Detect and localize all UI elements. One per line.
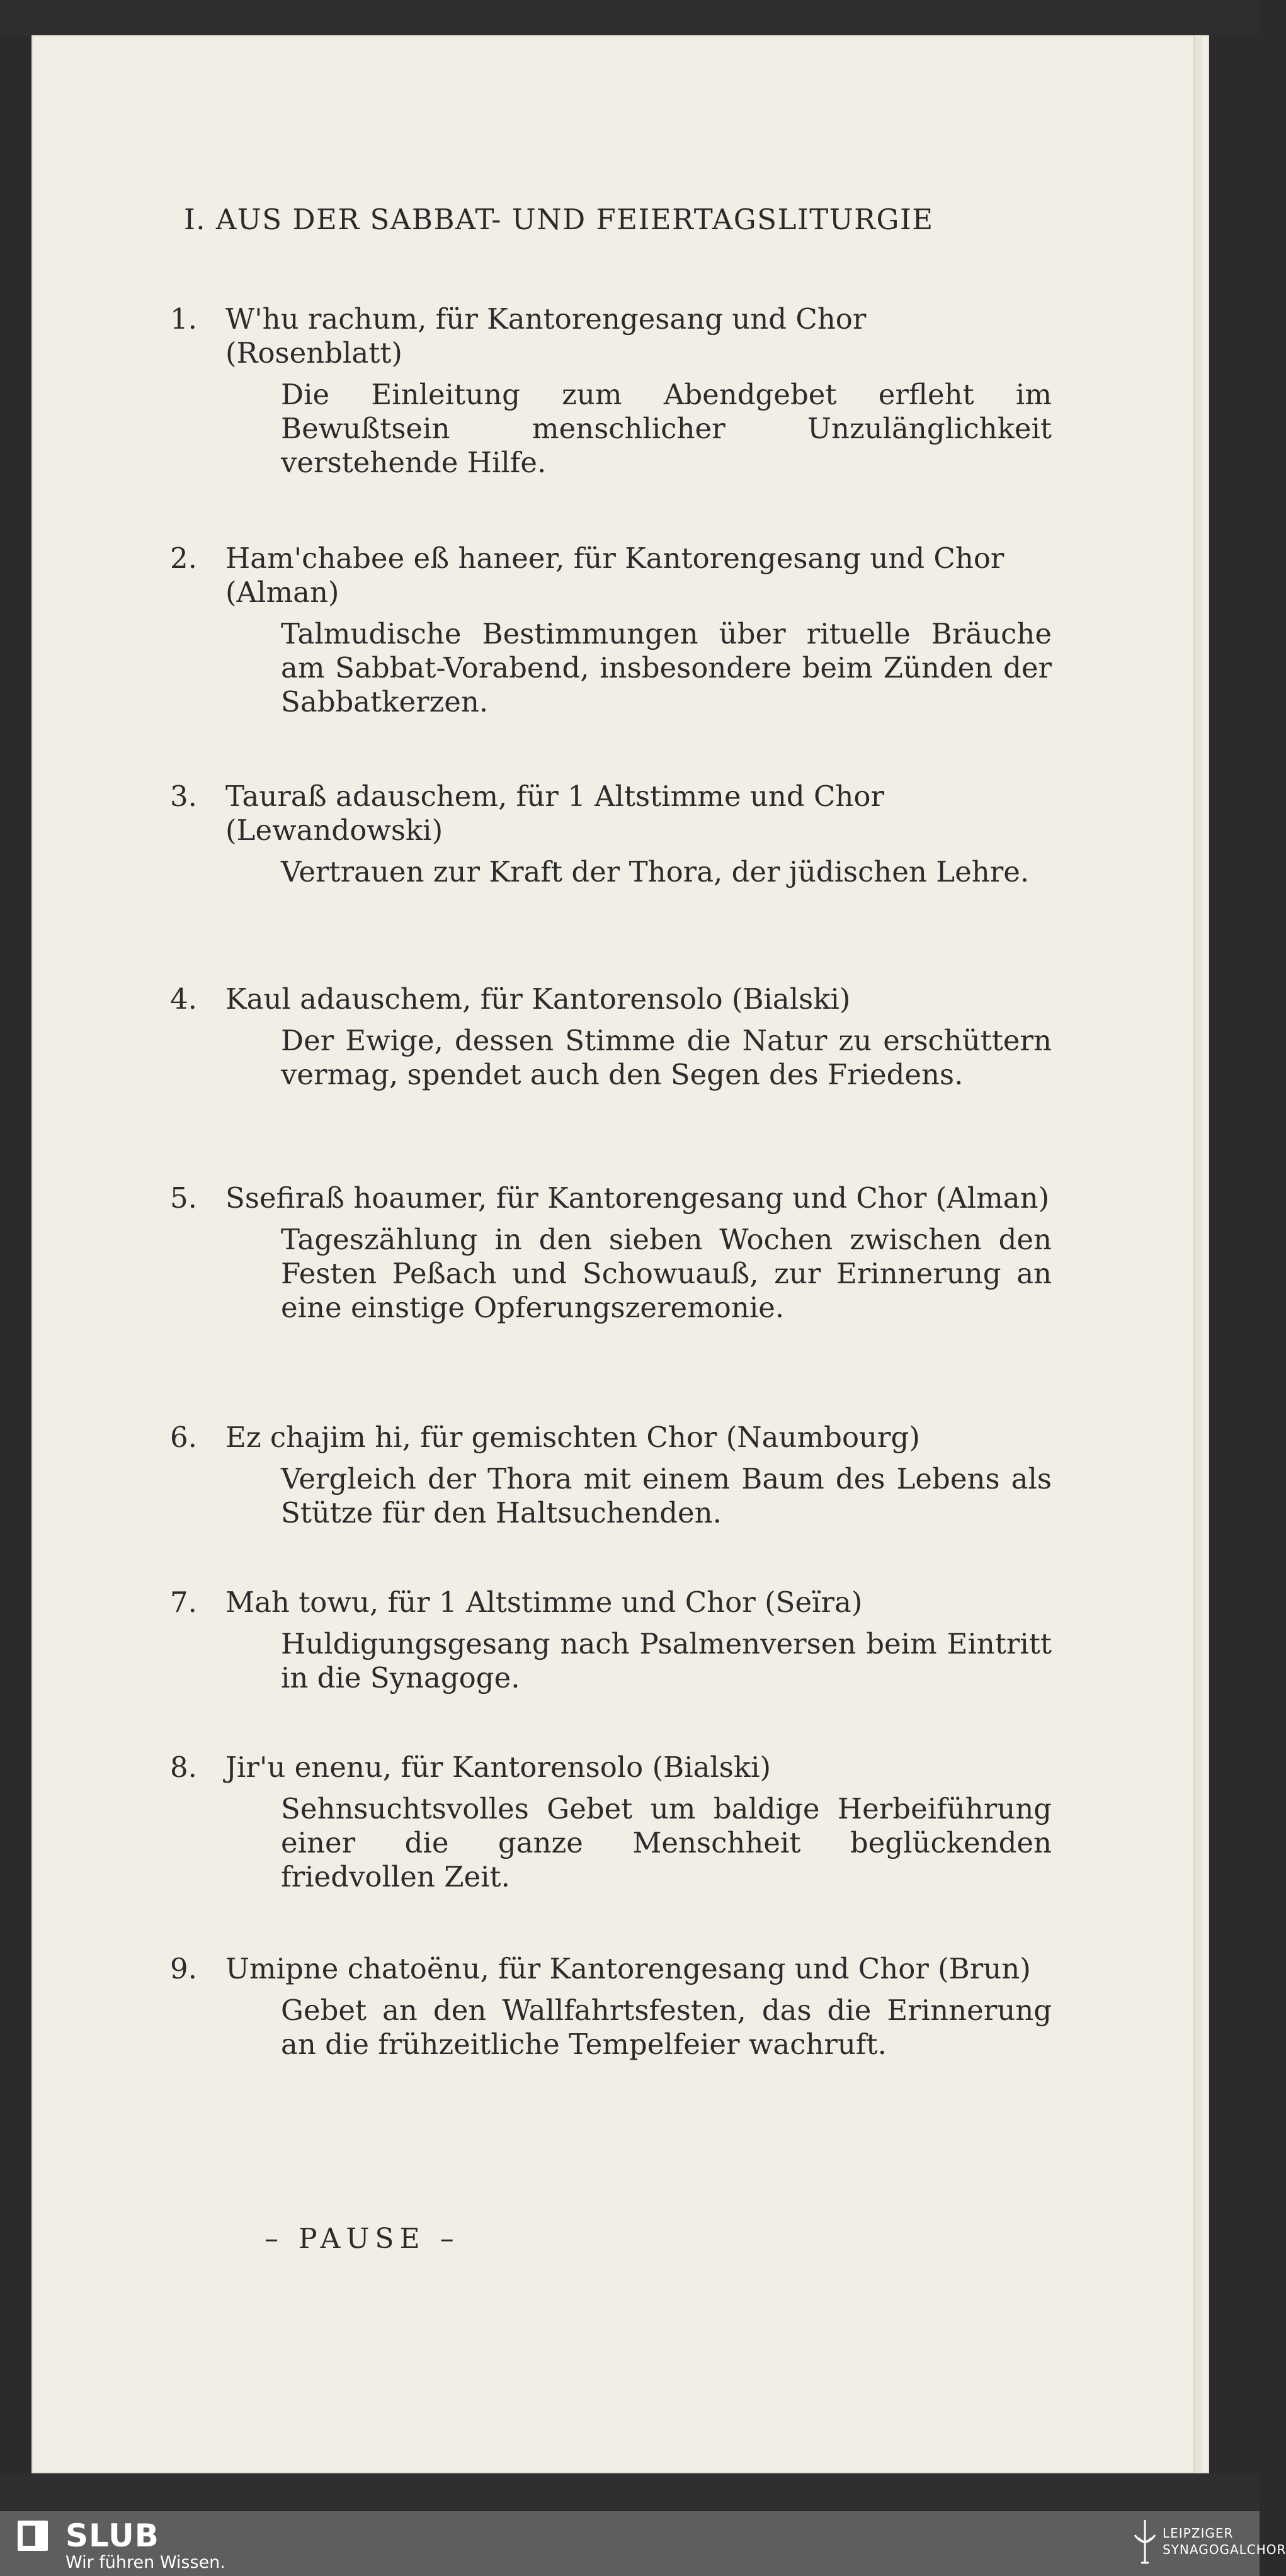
item-number: 7.: [170, 1586, 197, 1619]
item-number: 1.: [170, 302, 197, 336]
program-item: [170, 780, 1052, 889]
item-title: [170, 1952, 1052, 1986]
item-title-text: Mah towu, für 1 Altstimme und Chor (Seïra): [225, 1586, 863, 1619]
item-title: [170, 302, 1052, 370]
item-description: Gebet an den Wallfahrtsfesten, das die Erinnerung an die frühzeitliche Tempelfeier wachruft.: [281, 1994, 1052, 2061]
item-number: 5.: [170, 1181, 197, 1215]
program-item: [170, 982, 1052, 1092]
item-title: [170, 542, 1052, 610]
program-item: [170, 1750, 1052, 1894]
item-number: 3.: [170, 780, 197, 813]
program-item: [170, 1421, 1052, 1530]
item-title-text: Tauraß adauschem, für 1 Altstimme und Chor (Lewandowski): [225, 780, 884, 847]
item-title-text: Ssefiraß hoaumer, für Kantorengesang und Chor (Alman): [225, 1181, 1050, 1215]
item-description: Talmudische Bestimmungen über rituelle Bräuche am Sabbat-Vorabend, insbesondere beim Zünden der Sabbatkerzen.: [281, 617, 1052, 718]
partner-line-1: LEIPZIGER: [1163, 2526, 1234, 2541]
program-item: [170, 1952, 1052, 2062]
item-description: Vertrauen zur Kraft der Thora, der jüdischen Lehre.: [281, 855, 1030, 888]
section-heading: I. AUS DER SABBAT- UND FEIERTAGSLITURGIE: [184, 203, 934, 236]
item-title: [170, 1421, 1052, 1455]
footer-brand: SLUB: [65, 2517, 159, 2554]
item-number: 8.: [170, 1750, 197, 1784]
page-fold-edge: [1193, 35, 1202, 2473]
partner-line-2: SYNAGOGALCHOR: [1163, 2542, 1286, 2557]
item-number: 6.: [170, 1421, 197, 1454]
item-description: Sehnsuchtsvolles Gebet um baldige Herbeiführung einer die ganze Menschheit beglückenden friedvollen Zeit.: [281, 1792, 1052, 1893]
item-title-text: W'hu rachum, für Kantorengesang und Chor (Rosenblatt): [225, 302, 867, 370]
item-title: [170, 780, 1052, 848]
pause-marker: – PAUSE –: [265, 2223, 460, 2255]
item-description: Die Einleitung zum Abendgebet erfleht im Bewußtsein menschlicher Unzulänglichkeit verstehende Hilfe.: [281, 378, 1052, 479]
item-number: 9.: [170, 1952, 197, 1985]
scan-top-band: [0, 0, 1260, 35]
program-item: [170, 542, 1052, 719]
item-title: [170, 1586, 1052, 1620]
item-title-text: Ham'chabee eß haneer, für Kantorengesang und Chor (Alman): [225, 542, 1004, 609]
item-title-text: Kaul adauschem, für Kantorensolo (Bialski): [225, 982, 851, 1016]
menorah-icon: [1131, 2516, 1159, 2567]
item-title-text: Ez chajim hi, für gemischten Chor (Naumbourg): [225, 1421, 920, 1454]
item-number: 2.: [170, 542, 197, 575]
item-title: [170, 1181, 1052, 1215]
item-title: [170, 1750, 1052, 1784]
footer-tagline: Wir führen Wissen.: [65, 2553, 225, 2572]
partner-logo-text: [1163, 2525, 1286, 2558]
item-title-text: Umipne chatoënu, für Kantorengesang und Chor (Brun): [225, 1952, 1031, 1985]
item-description: Vergleich der Thora mit einem Baum des Lebens als Stütze für den Haltsuchenden.: [281, 1462, 1052, 1529]
item-number: 4.: [170, 982, 197, 1016]
scan-bottom-band: [0, 2473, 1260, 2511]
program-item: [170, 1586, 1052, 1695]
slub-logo-icon: [18, 2521, 48, 2551]
item-description: Tageszählung in den sieben Wochen zwischen den Festen Peßach und Schowuauß, zur Erinnerung an eine einstige Opferungszeremonie.: [281, 1223, 1052, 1324]
program-item: [170, 1181, 1052, 1325]
item-title-text: Jir'u enenu, für Kantorensolo (Bialski): [225, 1750, 771, 1784]
program-item: [170, 302, 1052, 480]
item-description: Der Ewige, dessen Stimme die Natur zu erschüttern vermag, spendet auch den Segen des Friedens.: [281, 1024, 1052, 1091]
item-description: Huldigungsgesang nach Psalmenversen beim Eintritt in die Synagoge.: [281, 1627, 1052, 1694]
item-title: [170, 982, 1052, 1016]
